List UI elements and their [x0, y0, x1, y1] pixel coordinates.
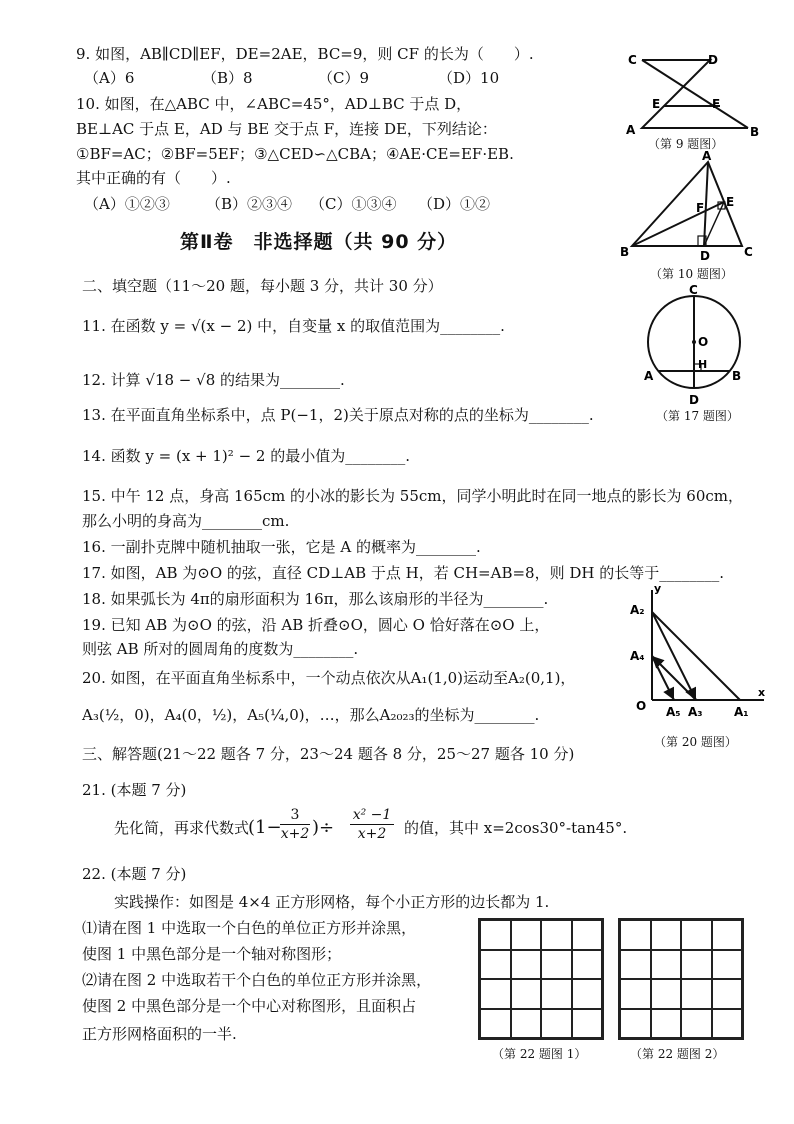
q22-caption-1: （第 22 题图 1）: [492, 1047, 587, 1061]
q21-text-after: 的值，其中 x=2cos30°-tan45°.: [404, 819, 628, 837]
q10-option-a: （A）①②③: [84, 195, 170, 213]
q21-frac2-denominator: x+2: [350, 824, 394, 843]
q10-option-b: （B）②③④: [206, 195, 293, 213]
q19-line1: 19. 已知 AB 为⊙O 的弦，沿 AB 折叠⊙O，圆心 O 恰好落在⊙O 上，: [82, 616, 550, 634]
q22-title: 22. (本题 7 分): [82, 865, 187, 883]
q10-line3: ①BF=AC；②BF=5EF；③△CED∽△CBA；④AE·CE=EF·EB.: [76, 145, 514, 163]
q9-option-c: （C）9: [318, 69, 370, 87]
q19-line2: 则弦 AB 所对的圆周角的度数为________.: [82, 640, 359, 658]
q20-label-a1: A₁: [734, 705, 749, 719]
q10-line4: 其中正确的有（ ）.: [76, 169, 231, 187]
solve-section-header: 三、解答题(21～22 题各 7 分，23～24 题各 8 分，25～27 题各 10 分): [82, 745, 575, 763]
q21-paren-open: (1−: [248, 817, 282, 838]
q9-label-d: D: [708, 53, 718, 67]
q21-paren-close: )÷: [312, 817, 335, 838]
q20-label-a3: A₃: [688, 705, 703, 719]
q20-line1: 20. 如图，在平面直角坐标系中，一个动点依次从A₁(1,0)运动至A₂(0,1)，: [82, 669, 576, 687]
q21-frac1: [280, 806, 310, 843]
q10-label-c: C: [744, 245, 753, 259]
q20-label-a5: A₅: [666, 705, 681, 719]
q21-frac2: [350, 806, 394, 843]
q21-text-before: 先化简，再求代数式: [114, 819, 250, 837]
q13: 13. 在平面直角坐标系中，点 P(−1，2)关于原点对称的点的坐标为________.: [82, 406, 594, 424]
q20-line2: A₃(½，0)，A₄(0，½)，A₅(¼,0)，…，那么A₂₀₂₃的坐标为________.: [82, 706, 540, 724]
q22-part1-line2: 使图 1 中黑色部分是一个轴对称图形；: [82, 945, 342, 963]
q17-label-b: B: [732, 369, 742, 383]
q9-label-f: F: [712, 97, 721, 111]
q9-option-a: （A）6: [84, 69, 135, 87]
q15-line1: 15. 中午 12 点，身高 165cm 的小冰的影长为 55cm，同学小明此时在同一地点的影长为 60cm，: [82, 487, 743, 505]
q21-frac2-numerator: x² −1: [352, 807, 392, 823]
q15-line2: 那么小明的身高为________cm.: [82, 512, 290, 530]
q9-label-b: B: [750, 125, 760, 139]
q17-label-h: H: [698, 358, 708, 371]
q12: 12. 计算 √18 − √8 的结果为________.: [82, 371, 345, 389]
q10-figure: [612, 148, 772, 266]
q17-label-o: O: [698, 335, 709, 349]
q9-stem: 9. 如图，AB∥CD∥EF，DE=2AE，BC=9，则 CF 的长为（ ）.: [76, 45, 534, 63]
q18: 18. 如果弧长为 4π的扇形面积为 16π，那么该扇形的半径为________.: [82, 590, 549, 608]
q22-grid-1: [478, 918, 604, 1040]
q21-title: 21. (本题 7 分): [82, 781, 187, 799]
q20-label-a4: A₄: [630, 649, 645, 663]
q20-caption: （第 20 题图）: [654, 735, 737, 749]
q22-grid-2: [618, 918, 744, 1040]
q9-option-b: （B）8: [202, 69, 253, 87]
q20-figure: [624, 582, 774, 722]
q10-label-f: F: [696, 201, 705, 215]
q20-label-x: x: [758, 686, 766, 699]
part2-title: 第Ⅱ卷 非选择题（共 90 分）: [180, 231, 458, 253]
fill-section-header: 二、填空题（11～20 题，每小题 3 分，共计 30 分）: [82, 277, 443, 295]
q16: 16. 一副扑克牌中随机抽取一张，它是 A 的概率为________.: [82, 538, 481, 556]
q9-option-d: （D）10: [438, 69, 500, 87]
q21-frac1-numerator: 3: [290, 807, 300, 823]
q10-label-e: E: [726, 195, 735, 209]
q21-frac1-denominator: x+2: [280, 826, 310, 842]
q10-label-d: D: [700, 249, 710, 263]
q9-label-e: E: [652, 97, 661, 111]
q17-caption: （第 17 题图）: [656, 409, 739, 423]
q22-part2-line2: 使图 2 中黑色部分是一个中心对称图形，且面积占: [82, 997, 417, 1015]
q22-caption-2: （第 22 题图 2）: [630, 1047, 725, 1061]
q17-figure: [636, 284, 756, 408]
q17: 17. 如图，AB 为⊙O 的弦，直径 CD⊥AB 于点 H，若 CH=AB=8，则 DH 的长等于________.: [82, 564, 725, 582]
q17-label-a: A: [644, 369, 654, 383]
q10-label-b: B: [620, 245, 630, 259]
q10-label-a: A: [702, 149, 712, 163]
q22-part2-line3: 正方形网格面积的一半.: [82, 1025, 237, 1043]
q9-caption: （第 9 题图）: [648, 137, 724, 151]
q17-label-c: C: [689, 284, 698, 297]
q22-part1-line1: ⑴请在图 1 中选取一个白色的单位正方形并涂黑，: [82, 919, 417, 937]
q20-label-y: y: [654, 582, 662, 595]
q20-label-o: O: [636, 699, 647, 713]
q22-part2-line1: ⑵请在图 2 中选取若干个白色的单位正方形并涂黑，: [82, 971, 432, 989]
q10-line1: 10. 如图，在△ABC 中，∠ABC=45°，AD⊥BC 于点 D，: [76, 95, 472, 113]
q11: 11. 在函数 y = √(x − 2) 中，自变量 x 的取值范围为________.: [82, 317, 505, 335]
q10-option-c: （C）①③④: [310, 195, 397, 213]
q14: 14. 函数 y = (x + 1)² − 2 的最小值为________.: [82, 447, 410, 465]
q10-line2: BE⊥AC 于点 E，AD 与 BE 交于点 F，连接 DE，下列结论：: [76, 120, 497, 138]
q22-intro: 实践操作：如图是 4×4 正方形网格，每个小正方形的边长都为 1.: [114, 893, 550, 911]
q17-label-d: D: [689, 393, 699, 407]
q10-option-d: （D）①②: [418, 195, 491, 213]
q10-caption: （第 10 题图）: [650, 267, 733, 281]
q9-label-a: A: [626, 123, 636, 137]
q20-label-a2: A₂: [630, 603, 645, 617]
q9-label-c: C: [628, 53, 637, 67]
